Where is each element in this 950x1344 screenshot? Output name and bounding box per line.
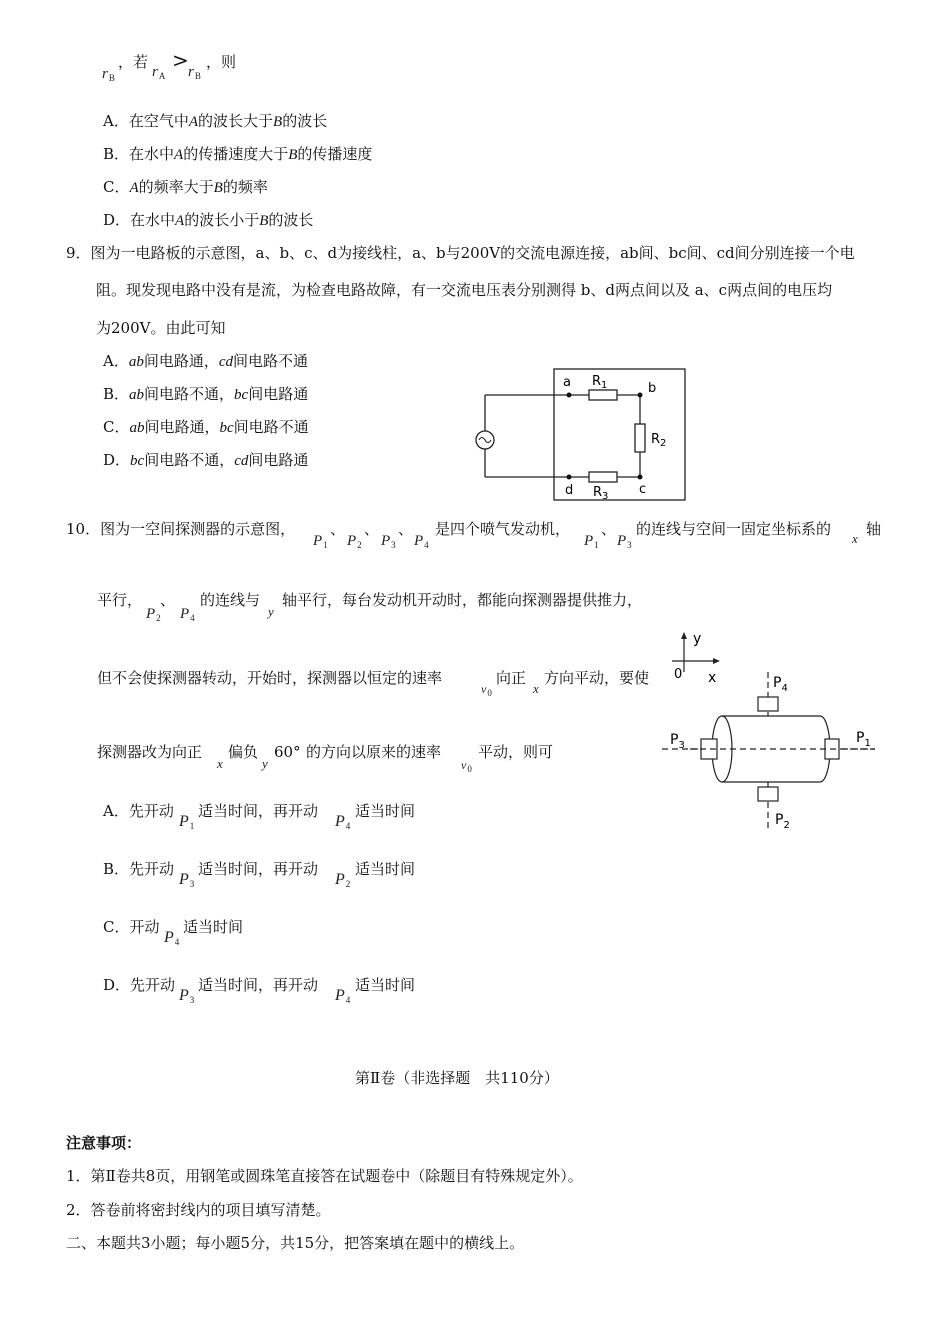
- circuit-wires: [485, 395, 640, 477]
- note-1: 1．第Ⅱ卷共8页，用钢笔或圆珠笔直接答在试题卷中（除题目有特殊规定外）。: [66, 1167, 583, 1185]
- note-3: 二、本题共3小题；每小题5分，共15分，把答案填在题中的横线上。: [66, 1234, 525, 1252]
- note-2: 2．答卷前将密封线内的项目填写清楚。: [66, 1201, 331, 1219]
- label-r3: $R_3$: [593, 485, 609, 502]
- label-c: c: [639, 482, 647, 497]
- notes-title: 注意事项：: [66, 1134, 142, 1152]
- q9-option-a: A．ab间电路通，cd间电路不通: [103, 352, 309, 370]
- label-p3: $P_3$: [670, 732, 685, 751]
- q8-option-a: A．在空气中A的波长大于B的波长: [103, 112, 328, 130]
- terminal-a: [567, 393, 572, 398]
- label-d: d: [565, 483, 574, 498]
- q9-option-b: B．ab间电路不通，bc间电路通: [103, 385, 309, 403]
- q8-option-b: B．在水中A的传播速度大于B的传播速度: [103, 145, 373, 163]
- label-r2: $R_2$: [651, 432, 667, 449]
- q9-stem-line1: 9．图为一电路板的示意图，a、b、c、d为接线柱，a、b与200V的交流电源连接，ab间、bc间、cd间分别连接一个电: [66, 244, 855, 262]
- label-b: b: [648, 381, 657, 396]
- terminal-d: [567, 475, 572, 480]
- label-r1: $R_1$: [592, 374, 608, 391]
- axis-y-label: y: [693, 631, 702, 647]
- q9-option-c: C．ab间电路通，bc间电路不通: [103, 418, 309, 436]
- axis-x-label: x: [708, 670, 717, 686]
- part2-title: 第Ⅱ卷（非选择题 共110分）: [355, 1069, 559, 1087]
- q9-option-d: D．bc间电路不通，cd间电路通: [103, 451, 309, 469]
- resistor-r3: [589, 472, 617, 482]
- circuit-diagram: [472, 362, 692, 504]
- resistor-r2: [635, 424, 645, 452]
- q9-stem-line3: 为200V。由此可知: [96, 319, 226, 337]
- circuit-board-outline: [554, 369, 685, 500]
- q8-option-d: D．在水中A的波长小于B的波长: [103, 211, 314, 229]
- resistor-r1: [589, 390, 617, 400]
- space-detector-diagram: [660, 670, 880, 835]
- terminal-b: [638, 393, 643, 398]
- axis-origin-label: 0: [674, 667, 683, 682]
- q8-option-c: C．A的频率大于B的频率: [103, 178, 268, 196]
- label-a: a: [563, 375, 571, 390]
- label-p1: $P_1$: [856, 730, 871, 749]
- label-p4: $P_4$: [773, 675, 788, 694]
- terminal-c: [638, 475, 643, 480]
- q9-stem-line2: 阻。现发现电路中没有是流，为检查电路故障，有一交流电压表分别测得 b、d两点间以及 a、c两点间的电压均: [96, 281, 833, 299]
- label-p2: $P_2$: [775, 812, 790, 831]
